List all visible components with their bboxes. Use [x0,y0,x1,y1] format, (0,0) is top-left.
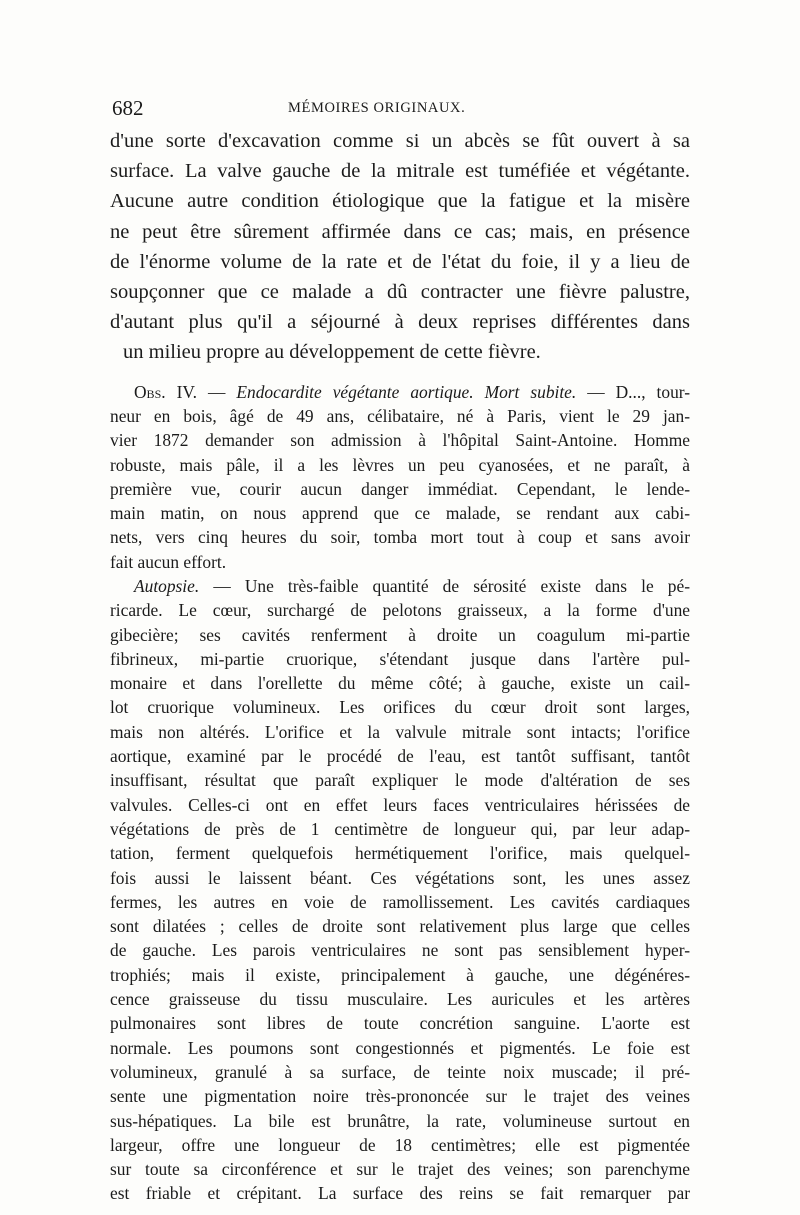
observation-title: Endocardite végétante aortique. Mort subite. [236,381,577,402]
text-line: neur en bois, âgé de 49 ans, célibataire, né à Paris, vient le 29 jan- [110,405,690,426]
autopsy-heading-line [110,574,690,598]
text-line: volumineux, granulé à sa surface, de teinte noix muscade; il pré- [110,1061,690,1082]
text-line: tation, ferment quelquefois hermétiquement l'orifice, mais quelquel- [110,843,690,864]
dash: — [197,381,237,402]
text-line: surface. La valve gauche de la mitrale est tuméfiée et végétante. [110,160,690,183]
text-line: cence graisseuse du tissu musculaire. Les auricules et les artères [110,989,690,1010]
text-line: ne peut être sûrement affirmée dans ce cas; mais, en présence [110,220,690,243]
text-line: d'autant plus qu'il a séjourné à deux reprises différentes dans [110,311,690,334]
page-number: 682 [112,96,144,120]
autopsy-first-line-rest: — Une très-faible quantité de sérosité existe dans le pé- [199,576,690,596]
text-line: mais non altérés. L'orifice et la valvule mitrale sont intacts; l'orifice [110,721,690,742]
text-line: fibrineux, mi-partie cruorique, s'étendant jusque dans l'artère pul- [110,648,690,669]
text-line: de l'énorme volume de la rate et de l'état du foie, il y a lieu de [110,250,690,273]
text-line: vier 1872 demander son admission à l'hôpital Saint-Antoine. Homme [110,430,690,451]
text-line: lot cruorique volumineux. Les orifices du cœur droit sont larges, [110,697,690,718]
text-line: main matin, on nous apprend que ce malade, se rendant aux cabi- [110,503,690,524]
text-line: gibecière; ses cavités renferment à droite un coagulum mi-partie [110,624,690,645]
running-title: MÉMOIRES ORIGINAUX. [288,100,466,116]
text-line: sur toute sa circonférence et sur le trajet des veines; son parenchyme [110,1159,690,1180]
text-line: un milieu propre au développement de cette fièvre. [123,341,541,364]
text-line: fois aussi le laissent béant. Ces végétations sont, les unes assez [110,867,690,888]
page-body [110,126,690,1206]
text-line: est friable et crépitant. La surface des reins se fait remarquer par [110,1183,690,1204]
text-line: ricarde. Le cœur, surchargé de pelotons graisseux, a la forme d'une [110,600,690,621]
text-line: d'une sorte d'excavation comme si un abcès se fût ouvert à sa [110,130,690,152]
text-line: nets, vers cinq heures du soir, tomba mort tout à coup et sans avoir [110,527,690,548]
text-line: fermes, les autres en voie de ramollissement. Les cavités cardiaques [110,891,690,912]
text-line: sus-hépatiques. La bile est brunâtre, la rate, volumineuse surtout en [110,1110,690,1131]
text-line: monaire et dans l'orellette du même côté; à gauche, existe un cail- [110,673,690,694]
page-header [112,96,688,126]
text-line: normale. Les poumons sont congestionnés et pigmentés. Le foie est [110,1037,690,1058]
text-line: de gauche. Les parois ventriculaires ne sont pas sensiblement hyper- [110,940,690,961]
autopsy-label: Autopsie. [134,576,200,596]
text-line: sente une pigmentation noire très-prononcée sur le trajet des veines [110,1086,690,1107]
text-line: insuffisant, résultat que paraît expliquer le mode d'altération de ses [110,770,690,791]
observation-paragraph [110,380,690,574]
autopsy-paragraph [110,574,690,1206]
text-line: soupçonner que ce malade a dû contracter une fièvre palustre, [110,281,690,304]
text-line: Aucune autre condition étiologique que la fatigue et la misère [110,190,690,213]
text-line: robuste, mais pâle, il a les lèvres un peu cyanosées, et ne paraît, à [110,454,690,475]
text-line: valvules. Celles-ci ont en effet leurs faces ventriculaires hérissées de [110,794,690,815]
observation-first-line-rest: — D..., tour- [576,381,691,402]
text-line: sont dilatées ; celles de droite sont relativement plus large que celles [110,916,690,937]
observation-label: Obs. IV. [134,381,198,402]
text-line: première vue, courir aucun danger immédiat. Cependant, le lende- [110,478,690,499]
text-line: pulmonaires sont libres de toute concrétion sanguine. L'aorte est [110,1013,690,1034]
text-line: trophiés; mais il existe, principalement à gauche, une dégénéres- [110,964,690,985]
text-line: fait aucun effort. [110,551,227,572]
text-line: aortique, examiné par le procédé de l'eau, est tantôt suffisant, tantôt [110,746,690,767]
observation-heading-line [110,380,690,404]
text-line: végétations de près de 1 centimètre de longueur qui, par leur adap- [110,818,690,839]
opening-paragraph [110,126,690,368]
text-line: largeur, offre une longueur de 18 centimètres; elle est pigmentée [110,1134,690,1155]
